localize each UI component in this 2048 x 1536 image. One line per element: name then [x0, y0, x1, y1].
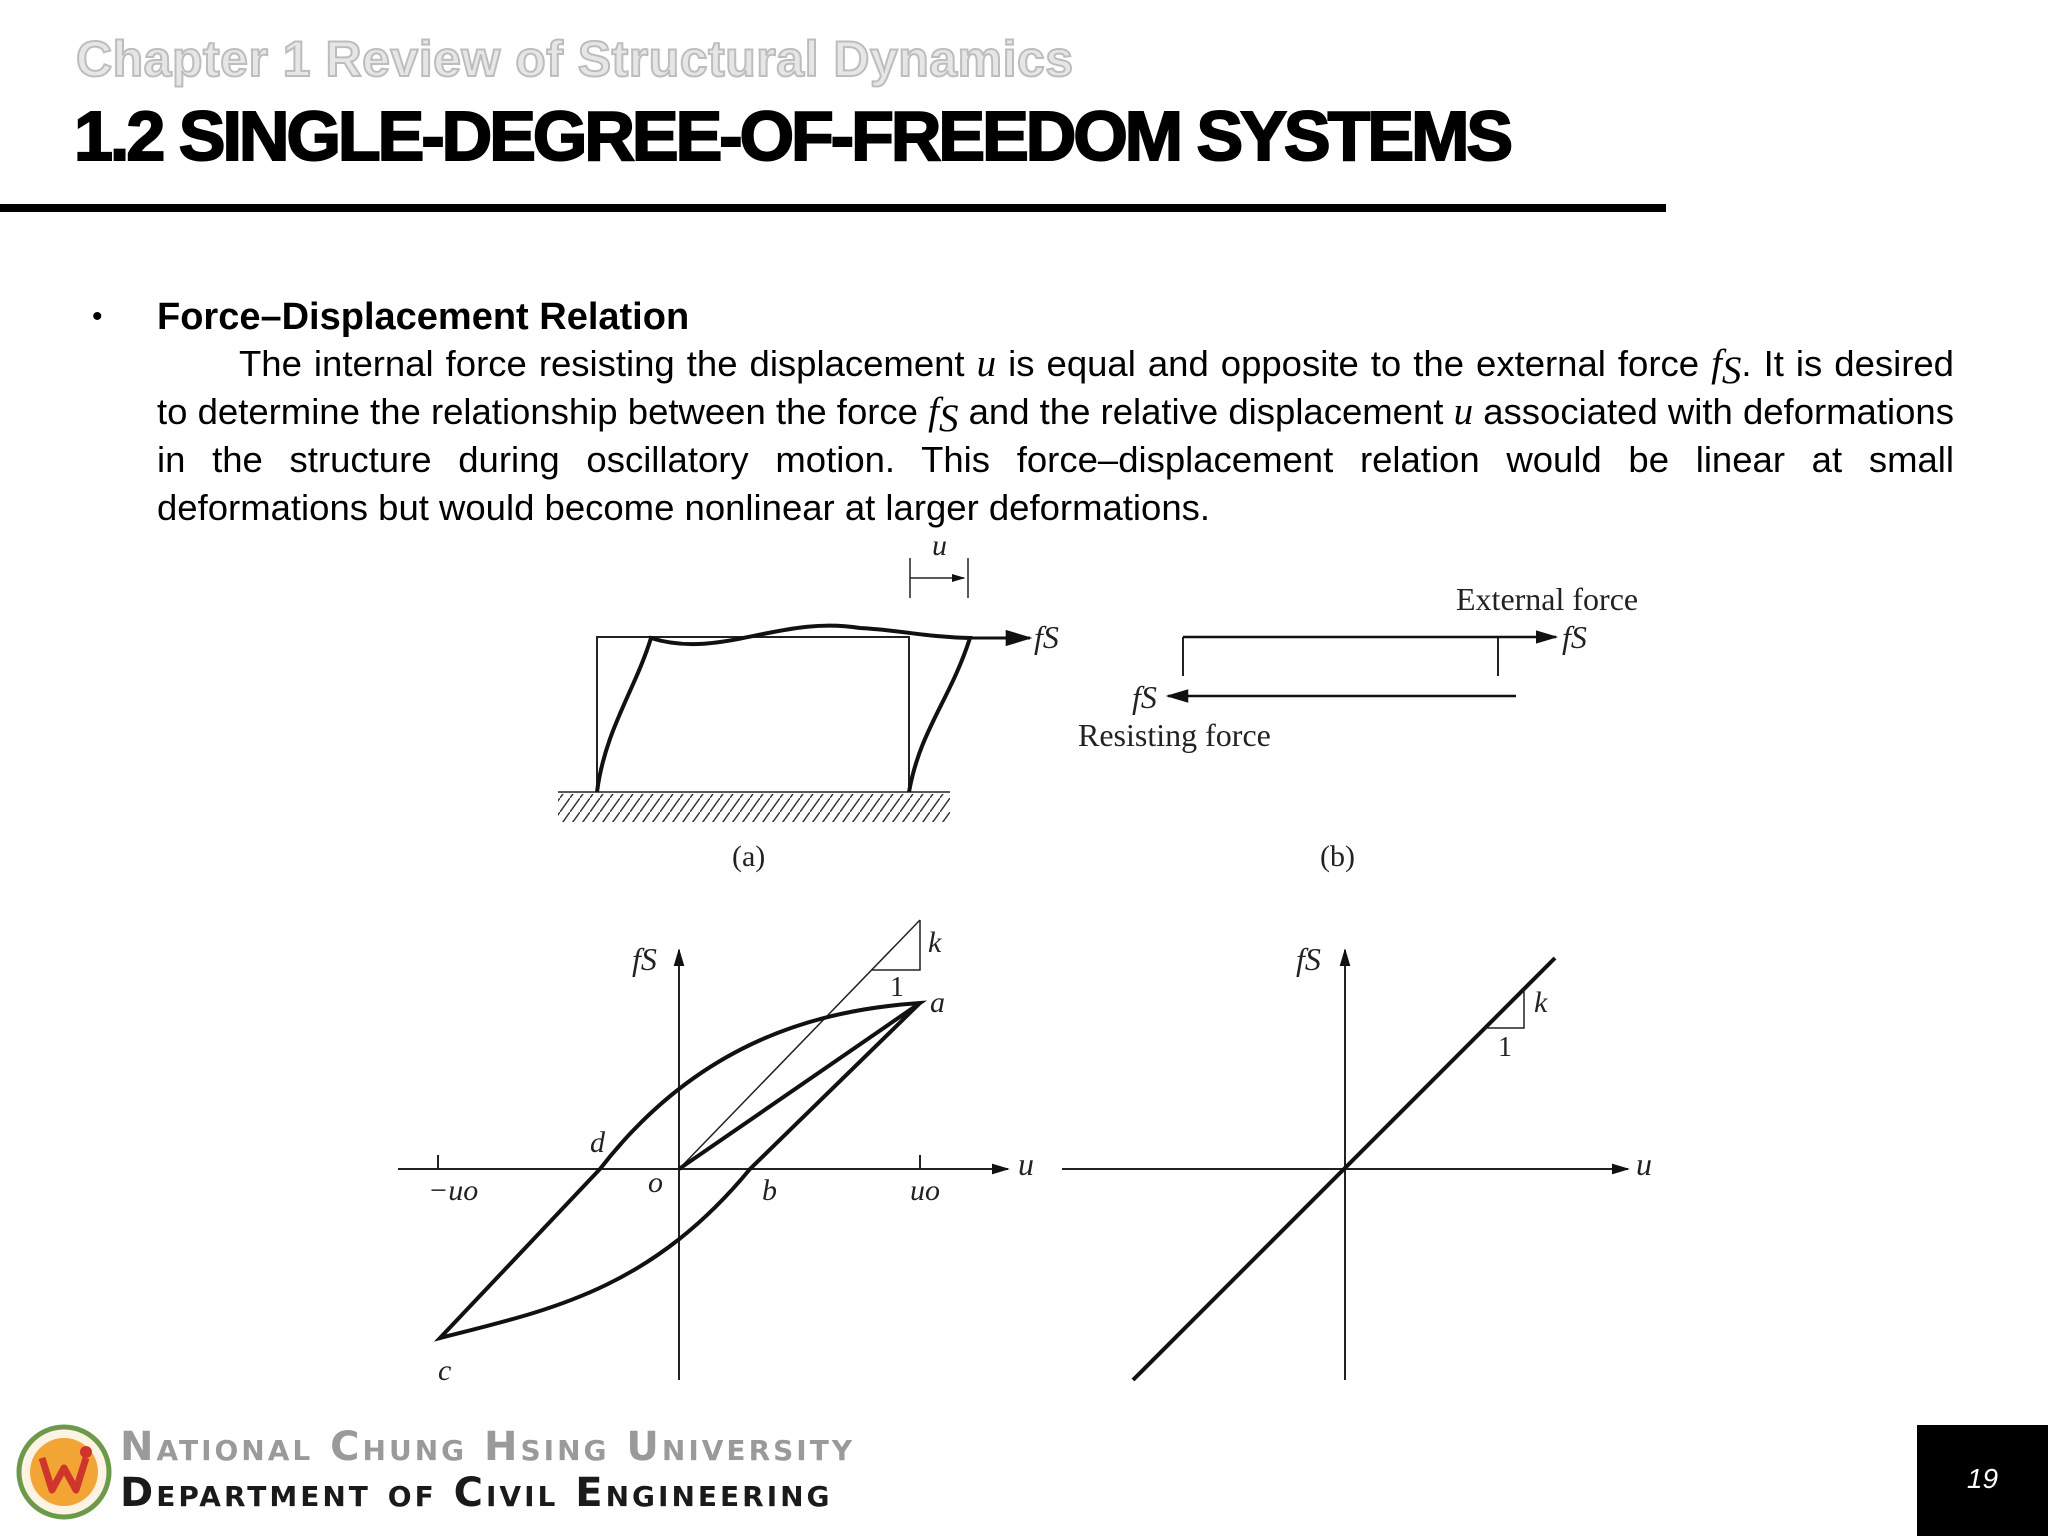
- para-text-1: The internal force resisting the displacement: [239, 343, 965, 384]
- neg-uo-label: −uo: [428, 1174, 479, 1207]
- c-label: c: [438, 1354, 452, 1387]
- frame-diagram: [558, 529, 1059, 873]
- k-label-c: k: [928, 926, 942, 959]
- fs-left-label: fS: [1132, 679, 1157, 715]
- caption-b: (b): [1320, 840, 1355, 873]
- external-force-label: External force: [1456, 581, 1639, 617]
- force-diagram: [1078, 581, 1638, 873]
- fs-axis-label-d: fS: [1296, 941, 1321, 977]
- fs-label-a: fS: [1034, 619, 1059, 655]
- var-f: f: [928, 390, 939, 433]
- bullet-marker: •: [92, 300, 103, 333]
- ground-hatch: [558, 794, 950, 822]
- var-s-sub: S: [938, 397, 959, 440]
- university-name: National Chung Hsing University: [120, 1424, 856, 1470]
- uo-label: uo: [910, 1174, 940, 1207]
- university-logo-icon: [16, 1424, 112, 1520]
- deformed-frame: [597, 626, 970, 792]
- linear-plot: [1062, 941, 1652, 1380]
- d-label: d: [590, 1126, 605, 1159]
- para-text-5: associated with deformations in the structure during oscillatory motion. This force–displacement relation would be linear at small deformations but would become nonlinear at larger deformations.: [157, 391, 1954, 528]
- u-label-a: u: [932, 529, 947, 562]
- o-label: o: [648, 1166, 663, 1199]
- initial-stiffness-line: [679, 920, 920, 1169]
- page-number: 19: [1966, 1463, 1999, 1494]
- chapter-subtitle: Chapter 1 Review of Structural Dynamics: [76, 31, 1074, 87]
- fs-axis-label-c: fS: [632, 941, 657, 977]
- u-axis-label-d: u: [1636, 1146, 1652, 1182]
- para-text-3: . It is desired to determine the relationship between the force: [157, 343, 1954, 432]
- var-u: u: [1453, 390, 1474, 433]
- k-label-d: k: [1534, 986, 1548, 1019]
- var-u: u: [976, 342, 997, 385]
- page-title: 1.2 SINGLE-DEGREE-OF-FREEDOM SYSTEMS: [74, 97, 1511, 175]
- one-label-c: 1: [890, 972, 904, 1003]
- one-label-d: 1: [1498, 1032, 1512, 1063]
- hysteresis-plot: [398, 920, 1034, 1387]
- resisting-force-label: Resisting force: [1078, 717, 1271, 753]
- page-number-box: [1917, 1425, 2048, 1536]
- a-label: a: [930, 986, 945, 1019]
- section-heading: Force–Displacement Relation: [157, 296, 690, 338]
- para-text-2: is equal and opposite to the external force: [1008, 343, 1700, 384]
- var-s-sub: S: [1721, 349, 1742, 392]
- u-axis-label-c: u: [1018, 1146, 1034, 1182]
- caption-a: (a): [732, 840, 766, 873]
- var-f: f: [1711, 342, 1722, 385]
- department-name: Department of Civil Engineering: [120, 1470, 833, 1516]
- para-text-4: and the relative displacement: [968, 391, 1444, 432]
- b-label: b: [762, 1174, 777, 1207]
- fs-right-label: fS: [1562, 619, 1587, 655]
